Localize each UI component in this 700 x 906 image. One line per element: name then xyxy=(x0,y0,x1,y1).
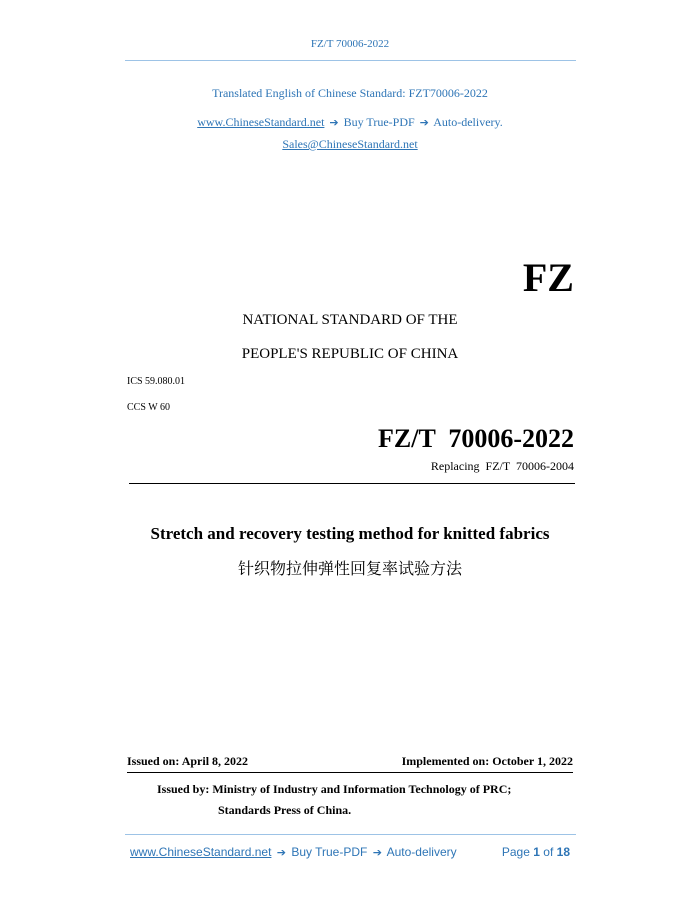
issued-by-line-1: Issued by: Ministry of Industry and Information Technology of PRC; xyxy=(157,782,512,796)
implemented-on: Implemented on: October 1, 2022 xyxy=(401,754,573,768)
national-line-2: PEOPLE'S REPUBLIC OF CHINA xyxy=(241,346,459,362)
page-label: Page xyxy=(501,845,530,859)
ccs-code: CCS W 60 xyxy=(127,402,170,413)
issued-by-line-2: Standards Press of China. xyxy=(218,803,352,817)
site-link[interactable]: www.ChineseStandard.net xyxy=(197,115,325,129)
national-line-1: NATIONAL STANDARD OF THE xyxy=(242,312,458,328)
right-arrow-icon: ➔ xyxy=(419,116,429,129)
footer-site-link[interactable]: www.ChineseStandard.net xyxy=(130,845,272,859)
translated-line: Translated English of Chinese Standard: FZT70006-2022 xyxy=(212,86,488,100)
title-english: Stretch and recovery testing method for knitted fabrics xyxy=(150,524,550,543)
issued-rule xyxy=(127,772,573,773)
title-rule xyxy=(129,483,575,484)
delivery-text: Auto-delivery. xyxy=(433,115,503,129)
email-link[interactable]: Sales@ChineseStandard.net xyxy=(282,137,418,151)
email-row xyxy=(0,137,700,152)
footer-rule xyxy=(125,834,576,835)
standard-number: FZ/T 70006-2022 xyxy=(378,424,574,453)
of-label: of xyxy=(543,845,554,859)
footer-buy-text: Buy True-PDF xyxy=(291,845,368,859)
promo-links xyxy=(0,115,700,130)
ics-code: ICS 59.080.01 xyxy=(127,376,186,387)
buy-text: Buy True-PDF xyxy=(343,115,415,129)
right-arrow-icon: ➔ xyxy=(276,846,286,859)
replacing-line: Replacing FZ/T 70006-2004 xyxy=(430,459,574,473)
header-rule xyxy=(125,60,576,61)
issued-on: Issued on: April 8, 2022 xyxy=(127,754,249,768)
fz-logo: FZ xyxy=(522,255,574,300)
footer-delivery-text: Auto-delivery xyxy=(386,845,457,859)
right-arrow-icon: ➔ xyxy=(329,116,339,129)
page-number: 1 xyxy=(533,845,540,859)
title-chinese: 针织物拉伸弹性回复率试验方法 xyxy=(237,559,462,578)
header-code: FZ/T 70006-2022 xyxy=(310,38,390,50)
page-total: 18 xyxy=(556,845,570,859)
right-arrow-icon: ➔ xyxy=(372,846,382,859)
footer-links xyxy=(130,845,457,859)
page-indicator xyxy=(502,845,570,859)
